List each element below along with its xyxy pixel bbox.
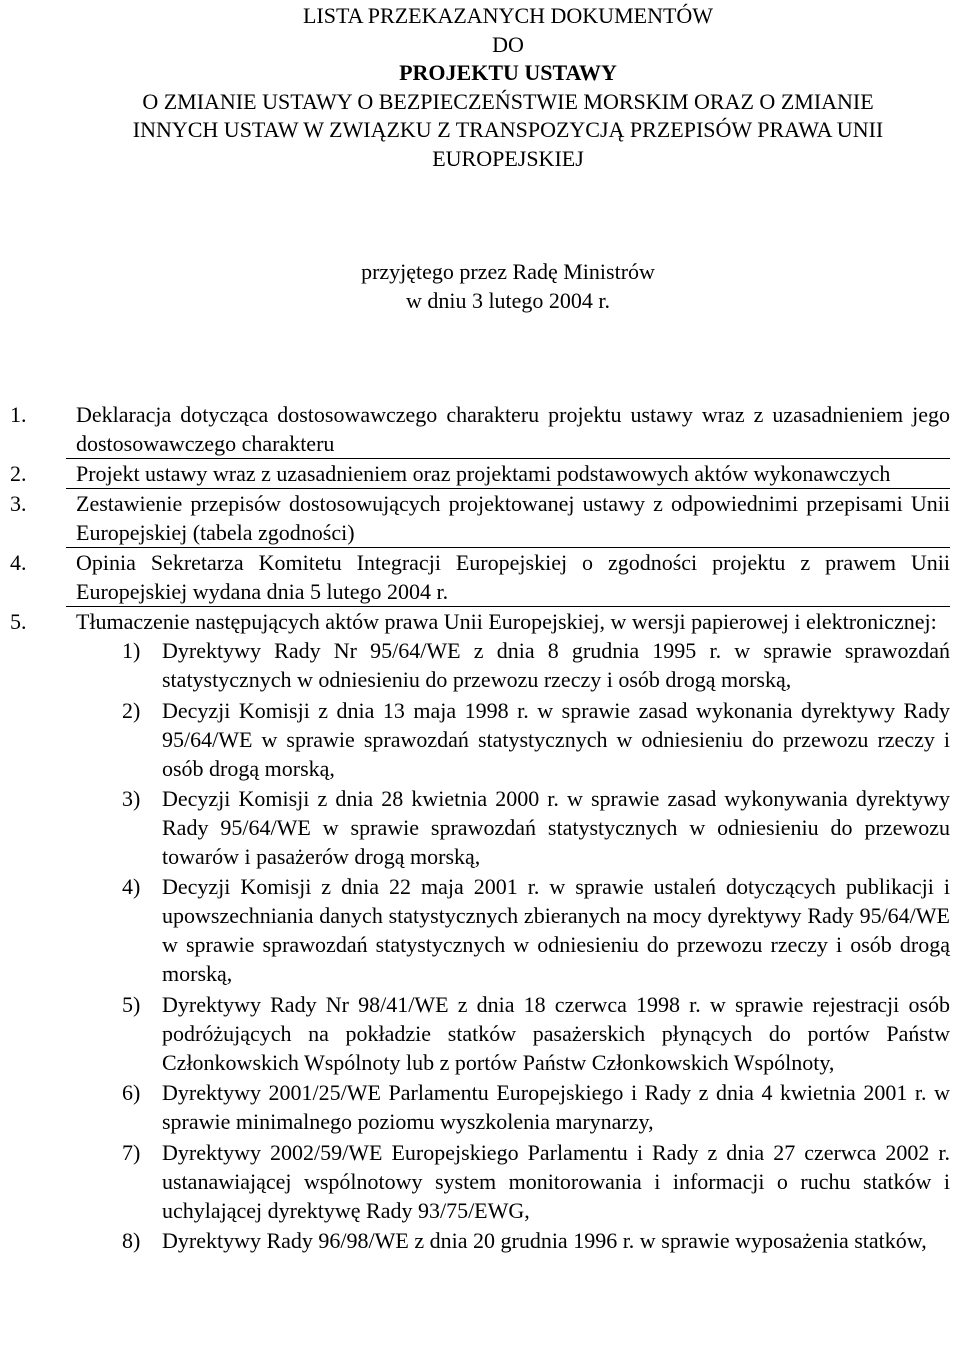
document-list: [10, 400, 950, 1255]
sub-list-item: [76, 1078, 950, 1136]
list-item: [10, 607, 950, 1255]
adoption-line-1: przyjętego przez Radę Ministrów: [361, 259, 655, 284]
sub-item-number: 8): [122, 1228, 141, 1253]
item-number: 4.: [10, 550, 27, 575]
sub-list-item: [76, 696, 950, 783]
item-number: 3.: [10, 491, 27, 516]
sub-item-text: Decyzji Komisji z dnia 22 maja 2001 r. w sprawie ustaleń dotyczących publikacji i upowszechniania danych statystycznych zbieranych na mocy dyrektywy Rady 95/64/WE w sprawie sprawozdań statystycznych w odniesieniu do przewozu rzeczy i osób drogą morską,: [162, 874, 950, 986]
title-line-6: EUROPEJSKIEJ: [432, 145, 584, 171]
sub-item-number: 2): [122, 697, 141, 723]
adoption-line-2: w dniu 3 lutego 2004 r.: [405, 287, 611, 313]
sub-list-item: [76, 1138, 950, 1225]
item-number: 2.: [10, 461, 27, 486]
sub-item-number: 3): [122, 785, 141, 811]
title-line-1: LISTA PRZEKAZANYCH DOKUMENTÓW: [302, 3, 714, 28]
title-line-2: DO: [492, 31, 524, 57]
item-text: Opinia Sekretarza Komitetu Integracji Europejskiej o zgodności projektu z prawem Unii Europejskiej wydana dnia 5 lutego 2004 r.: [76, 550, 950, 604]
list-item: [10, 400, 950, 459]
sub-list-item: [76, 990, 950, 1077]
document-title: [66, 2, 950, 173]
sub-item-text: Dyrektywy 2001/25/WE Parlamentu Europejskiego i Rady z dnia 4 kwietnia 2001 r. w sprawie minimalnego poziomu wyszkolenia marynarzy,: [162, 1080, 950, 1134]
sub-list-item: [76, 636, 950, 694]
sub-item-text: Dyrektywy 2002/59/WE Europejskiego Parlamentu i Rady z dnia 27 czerwca 2002 r. ustanawiającej wspólnotowy system monitorowania i informacji o ruchu statków i uchylającej dyrektywę Rady 93/75/EWG,: [162, 1139, 950, 1223]
sub-item-number: 4): [122, 874, 141, 899]
sub-item-text: Decyzji Komisji z dnia 13 maja 1998 r. w sprawie zasad wykonania dyrektywy Rady 95/64/WE w sprawie sprawozdań statystycznych w odniesieniu do przewozu rzeczy i osób drogą morską,: [162, 697, 950, 781]
sub-list-item: [76, 1226, 950, 1255]
item-text: Projekt ustawy wraz z uzasadnieniem oraz projektami podstawowych aktów wykonawczych: [76, 461, 891, 486]
list-item: [10, 459, 950, 489]
sub-item-text: Dyrektywy Rady Nr 95/64/WE z dnia 8 grudnia 1995 r. w sprawie sprawozdań statystycznych w odniesieniu do przewozu rzeczy i osób drogą morską,: [162, 638, 950, 692]
item-number: 1.: [10, 402, 27, 427]
list-item: [10, 548, 950, 607]
sub-list-item: [76, 784, 950, 871]
item-text: Deklaracja dotycząca dostosowawczego charakteru projektu ustawy wraz z uzasadnieniem jego dostosowawczego charakteru: [76, 402, 950, 456]
sub-item-text: Dyrektywy Rady 96/98/WE z dnia 20 grudnia 1996 r. w sprawie wyposażenia statków,: [162, 1228, 927, 1253]
adoption-note: [66, 258, 950, 315]
sub-item-text: Decyzji Komisji z dnia 28 kwietnia 2000 r. w sprawie zasad wykonywania dyrektywy Rady 95/64/WE w sprawie sprawozdań statystycznych w odniesieniu do przewozu towarów i pasażerów drogą morską,: [162, 785, 950, 869]
sub-item-text: Dyrektywy Rady Nr 98/41/WE z dnia 18 czerwca 1998 r. w sprawie rejestracji osób podróżujących na pokładzie statków pasażerskich płynących do portów Państw Członkowskich Wspólnoty lub z portów Państw Członkowskich Wspólnoty,: [162, 991, 950, 1075]
sub-item-number: 6): [122, 1080, 141, 1105]
title-line-4: O ZMIANIE USTAWY O BEZPIECZEŃSTWIE MORSKIM ORAZ O ZMIANIE: [142, 88, 874, 114]
list-item: [10, 489, 950, 548]
sub-item-number: 7): [122, 1139, 141, 1165]
sub-list-item: [76, 872, 950, 988]
sub-item-number: 1): [122, 638, 141, 663]
sub-item-number: 5): [122, 991, 141, 1017]
item-number: 5.: [10, 609, 27, 634]
item-text: Tłumaczenie następujących aktów prawa Unii Europejskiej, w wersji papierowej i elektronicznej:: [76, 609, 937, 634]
title-line-5: INNYCH USTAW W ZWIĄZKU Z TRANSPOZYCJĄ PRZEPISÓW PRAWA UNII: [132, 117, 884, 142]
translation-list: [76, 636, 950, 1255]
title-line-3: PROJEKTU USTAWY: [399, 60, 617, 85]
item-text: Zestawienie przepisów dostosowujących projektowanej ustawy z odpowiednimi przepisami Unii Europejskiej (tabela zgodności): [76, 491, 950, 545]
